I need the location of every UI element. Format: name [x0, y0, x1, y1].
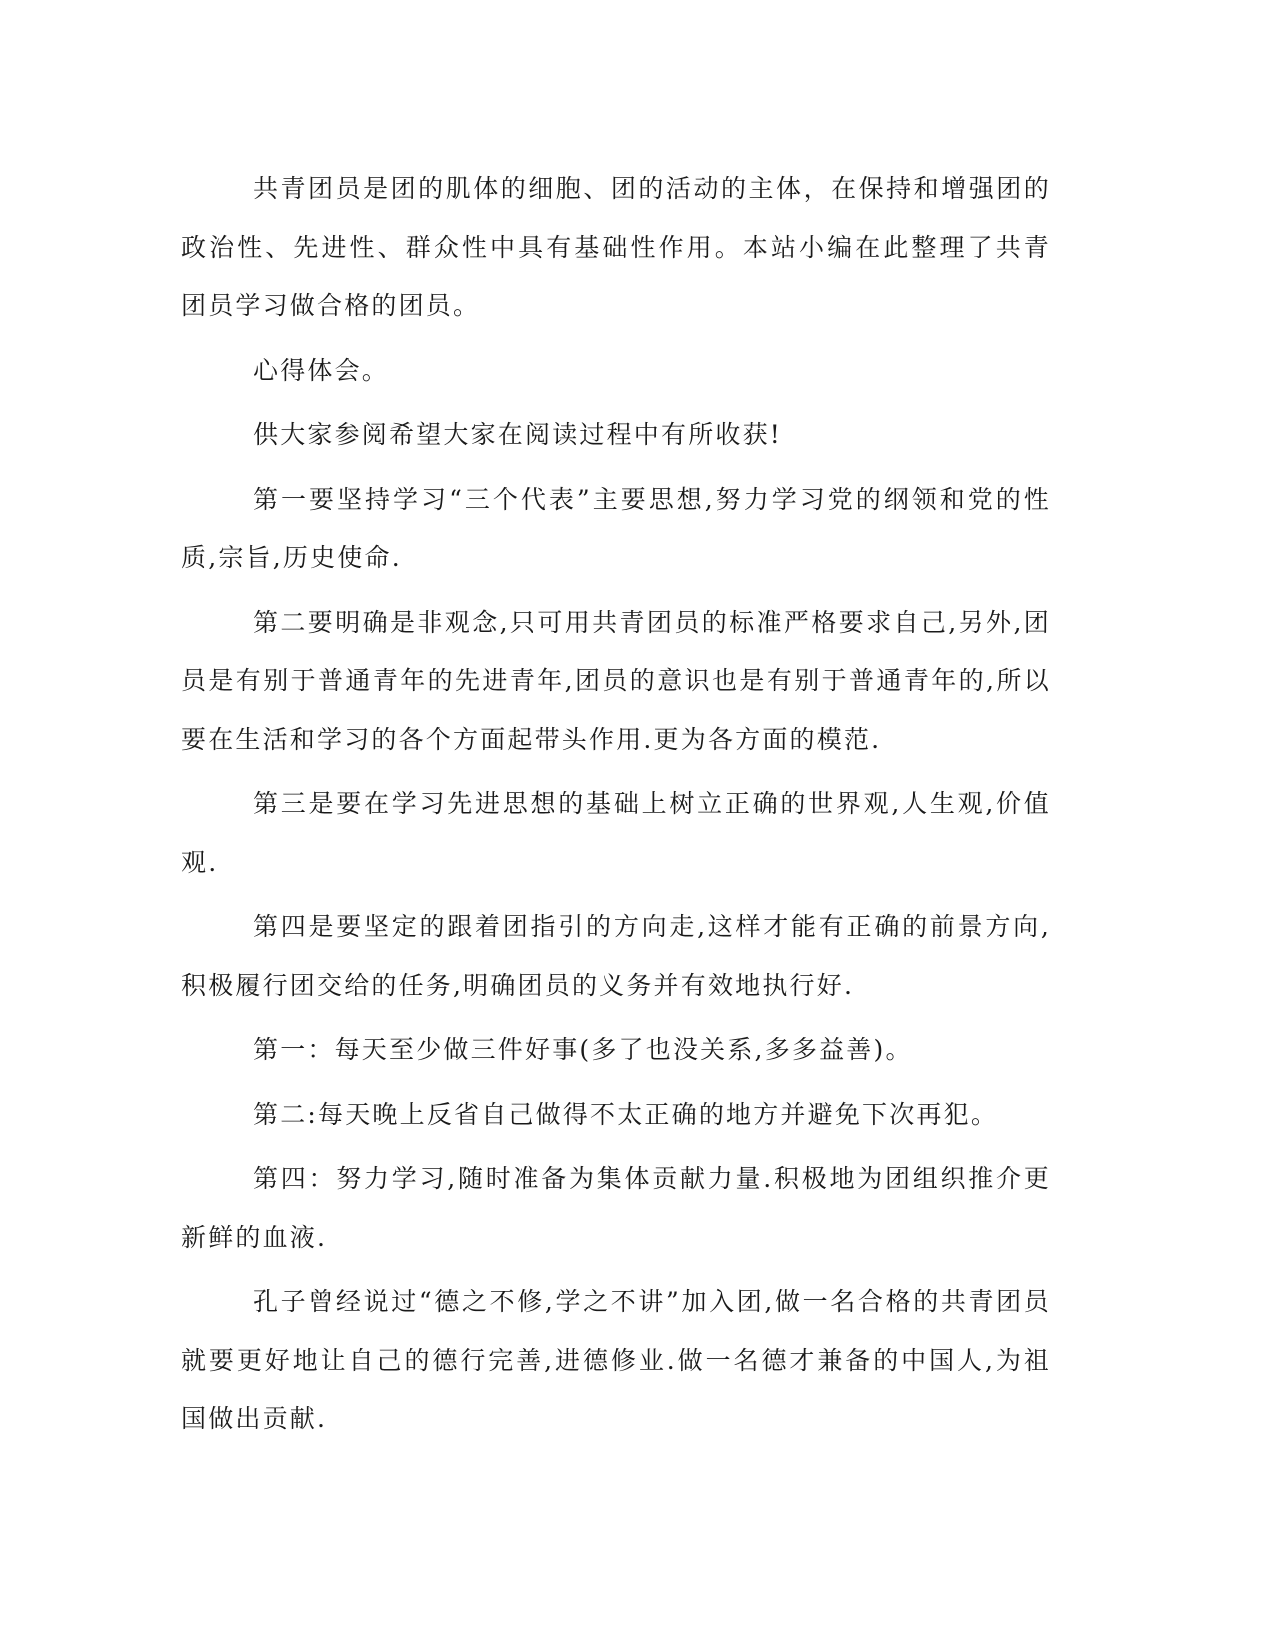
document-body [181, 160, 1051, 1455]
paragraph-daily-1: 第一：每天至少做三件好事(多了也没关系,多多益善)。 [253, 1035, 913, 1064]
paragraph-daily-4: 第四：努力学习,随时准备为集体贡献力量.积极地为团组织推介更新鲜的血液. [181, 1164, 1051, 1252]
paragraph-point-1: 第一要坚持学习“三个代表”主要思想,努力学习党的纲领和党的性质,宗旨,历史使命. [181, 484, 1051, 572]
paragraph-xinde: 心得体会。 [253, 355, 390, 385]
paragraph-intro: 共青团员是团的肌体的细胞、团的活动的主体，在保持和增强团的政治性、先进性、群众性中具有基础性作用。本站小编在此整理了共青团员学习做合格的团员。 [181, 174, 1051, 320]
paragraph-canyue: 供大家参阅希望大家在阅读过程中有所收获! [253, 420, 783, 449]
paragraph-conclusion: 孔子曾经说过“德之不修,学之不讲”加入团,做一名合格的共青团员就要更好地让自己的德行完善,进德修业.做一名德才兼备的中国人,为祖国做出贡献. [181, 1287, 1051, 1433]
paragraph-daily-2: 第二:每天晚上反省自己做得不太正确的地方并避免下次再犯。 [253, 1099, 999, 1129]
paragraph-point-2: 第二要明确是非观念,只可用共青团员的标准严格要求自己,另外,团员是有别于普通青年的先进青年,团员的意识也是有别于普通青年的,所以要在生活和学习的各个方面起带头作用.更为各方面的模范. [181, 607, 1051, 754]
paragraph-point-3: 第三是要在学习先进思想的基础上树立正确的世界观,人生观,价值观. [181, 789, 1051, 877]
paragraph-point-4: 第四是要坚定的跟着团指引的方向走,这样才能有正确的前景方向,积极履行团交给的任务,明确团员的义务并有效地执行好. [181, 912, 1051, 1000]
